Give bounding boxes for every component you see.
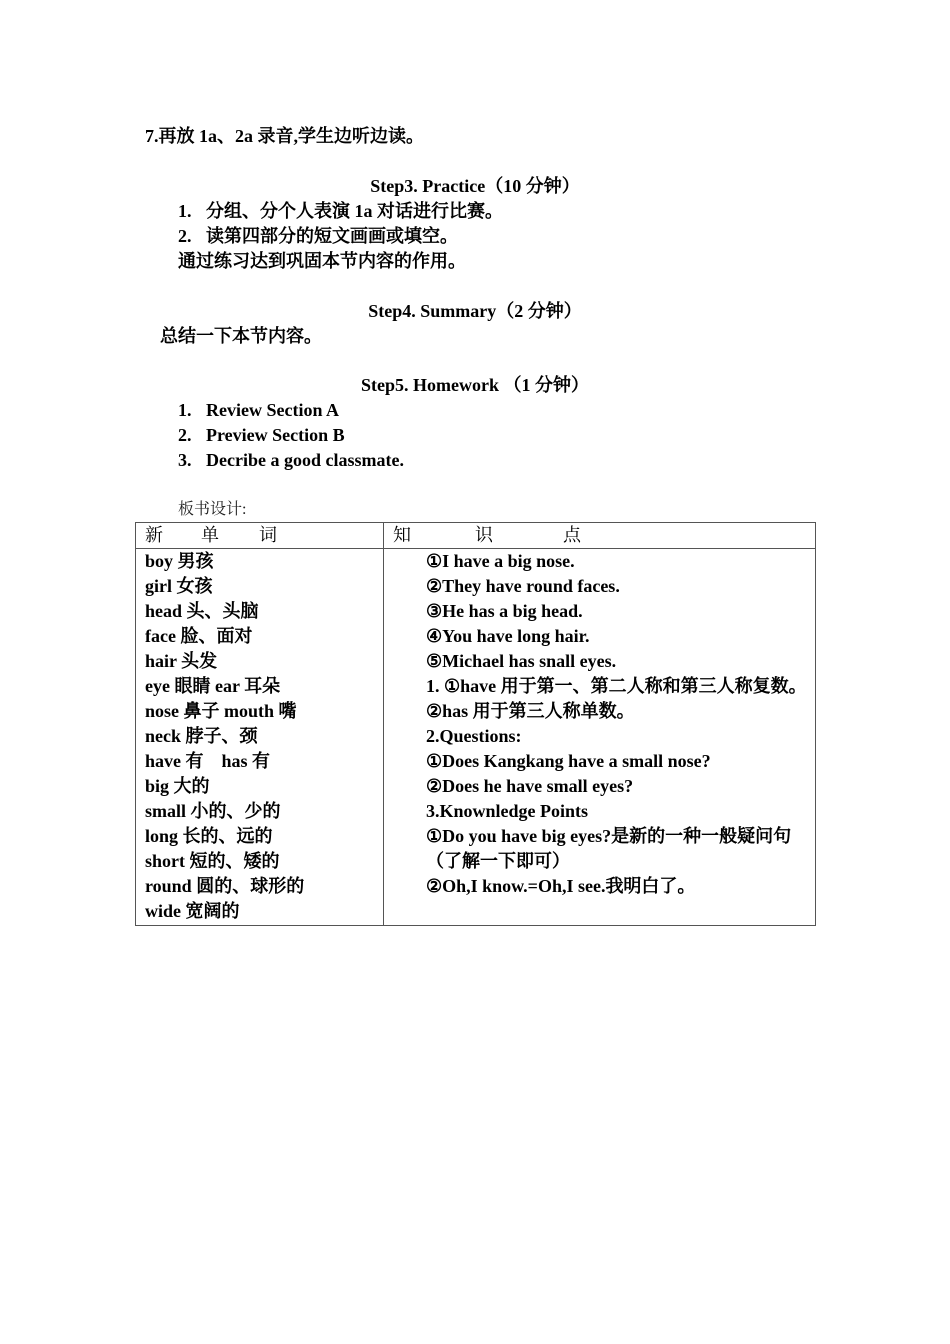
list-item: 2. Preview Section B — [178, 425, 345, 445]
point-item: 2.Questions: — [426, 726, 522, 746]
point-item: ①Does Kangkang have a small nose? — [426, 751, 711, 771]
word-item: face 脸、面对 — [145, 626, 253, 646]
step4-title: Step4. Summary（2 分钟） — [368, 301, 582, 321]
points-list — [384, 549, 815, 899]
list-item: 1. Review Section A — [178, 400, 339, 420]
point-item: ①I have a big nose. — [426, 551, 575, 571]
word-item: wide 宽阔的 — [145, 901, 240, 921]
point-item: （了解一下即可） — [426, 851, 570, 871]
knowledge-points-cell — [384, 549, 816, 926]
step5-title: Step5. Homework （1 分钟） — [361, 375, 589, 395]
board-caption: 板书设计: — [178, 501, 247, 518]
step3-title: Step3. Practice（10 分钟） — [370, 176, 580, 196]
word-item: boy 男孩 — [145, 551, 214, 571]
board-table — [135, 522, 816, 926]
step5-list — [178, 398, 404, 473]
word-item: short 短的、矮的 — [145, 851, 280, 871]
word-item: eye 眼睛 ear 耳朵 — [145, 676, 281, 696]
list-item: 3. Decribe a good classmate. — [178, 450, 404, 470]
header-knowledge-points: 知 识 点 — [384, 523, 816, 549]
word-item: small 小的、少的 — [145, 801, 281, 821]
point-item: ②has 用于第三人称单数。 — [426, 701, 635, 721]
list-item: 2. 读第四部分的短文画画或填空。 — [178, 226, 458, 246]
word-item: long 长的、远的 — [145, 826, 273, 846]
word-item: head 头、头脑 — [145, 601, 259, 621]
word-item: girl 女孩 — [145, 576, 213, 596]
point-item: 3.Knownledge Points — [426, 801, 589, 821]
point-item: ⑤Michael has snall eyes. — [426, 651, 617, 671]
word-item: round 圆的、球形的 — [145, 876, 305, 896]
step-note-replay: 7.再放 1a、2a 录音,学生边听边读。 — [145, 126, 424, 146]
point-item: 1. ①have 用于第一、第二人称和第三人称复数。 — [426, 676, 807, 696]
words-list — [136, 549, 383, 925]
step3-list — [178, 199, 503, 249]
word-item: hair 头发 — [145, 651, 218, 671]
step4-note: 总结一下本节内容。 — [160, 326, 322, 346]
point-item: ④You have long hair. — [426, 626, 590, 646]
point-item: ②Oh,I know.=Oh,I see.我明白了。 — [426, 876, 696, 896]
word-item: neck 脖子、颈 — [145, 726, 258, 746]
point-item: ②Does he have small eyes? — [426, 776, 634, 796]
table-body-row — [136, 549, 816, 926]
word-item: nose 鼻子 mouth 嘴 — [145, 701, 297, 721]
header-new-words: 新 单 词 — [136, 523, 384, 549]
word-item: have 有 has 有 — [145, 751, 271, 771]
table-header-row — [136, 523, 816, 549]
point-item: ②They have round faces. — [426, 576, 620, 596]
word-item: big 大的 — [145, 776, 210, 796]
point-item: ③He has a big head. — [426, 601, 583, 621]
list-item: 1. 分组、分个人表演 1a 对话进行比赛。 — [178, 201, 503, 221]
step3-note: 通过练习达到巩固本节内容的作用。 — [178, 251, 466, 271]
new-words-cell — [136, 549, 384, 926]
point-item: ①Do you have big eyes?是新的一种一般疑问句 — [426, 826, 792, 846]
